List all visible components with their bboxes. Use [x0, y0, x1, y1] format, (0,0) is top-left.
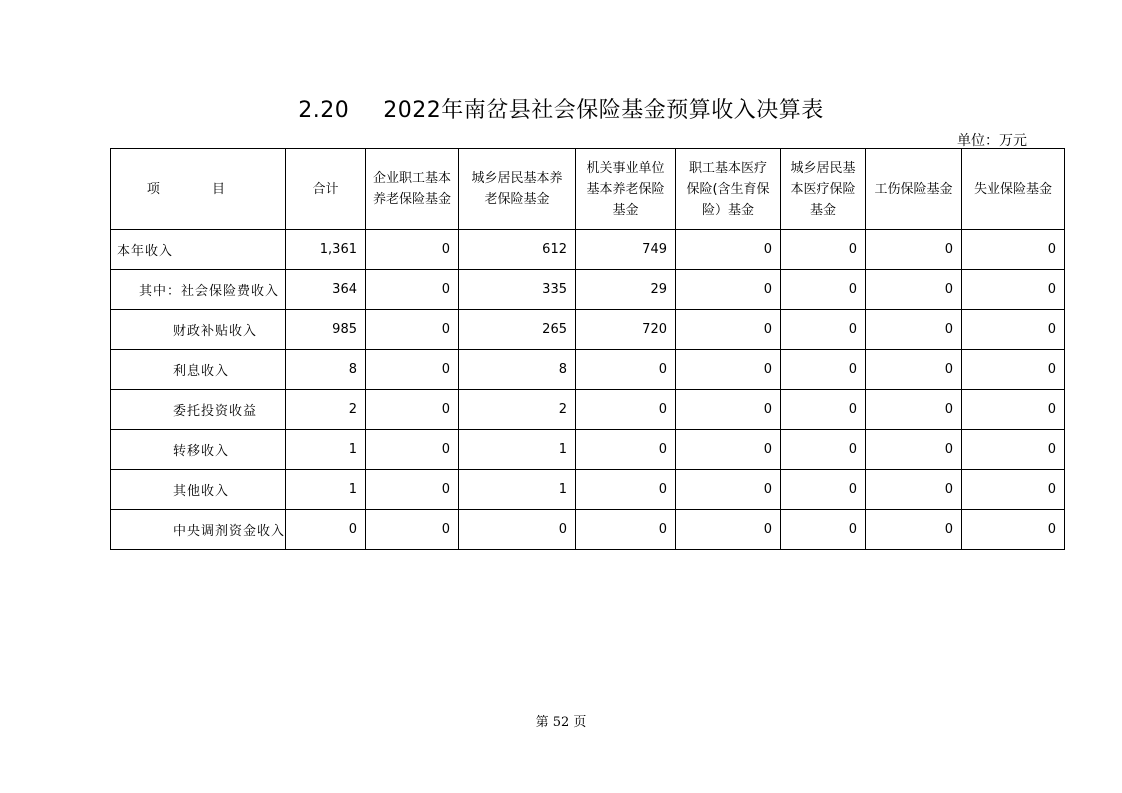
table-cell: 0	[576, 470, 676, 510]
table-cell: 0	[962, 470, 1065, 510]
table-cell: 0	[366, 310, 459, 350]
column-header-resident-medical: 城乡居民基本医疗保险基金	[781, 149, 866, 230]
table-row	[111, 230, 1065, 270]
table-row	[111, 430, 1065, 470]
column-header-institution-pension: 机关事业单位基本养老保险基金	[576, 149, 676, 230]
table-cell: 0	[962, 230, 1065, 270]
table-cell: 0	[459, 510, 576, 550]
column-header-injury: 工伤保险基金	[866, 149, 962, 230]
table-cell: 0	[781, 390, 866, 430]
row-label: 转移收入	[111, 430, 286, 470]
table-cell: 0	[962, 310, 1065, 350]
table-cell: 0	[962, 350, 1065, 390]
table-cell: 0	[676, 470, 781, 510]
table-cell: 1	[286, 470, 366, 510]
table-cell: 0	[866, 310, 962, 350]
table-cell: 8	[286, 350, 366, 390]
table-cell: 0	[781, 430, 866, 470]
table-cell: 0	[366, 350, 459, 390]
table-cell: 0	[676, 430, 781, 470]
table-cell: 0	[576, 430, 676, 470]
row-label: 利息收入	[111, 350, 286, 390]
table-cell: 985	[286, 310, 366, 350]
table-row	[111, 390, 1065, 430]
table-cell: 0	[866, 350, 962, 390]
table-cell: 0	[676, 310, 781, 350]
table-cell: 0	[781, 230, 866, 270]
table-cell: 335	[459, 270, 576, 310]
unit-label: 单位：万元	[957, 133, 1027, 149]
column-header-employee-medical: 职工基本医疗保险(含生育保险）基金	[676, 149, 781, 230]
table-cell: 1	[459, 470, 576, 510]
column-header-unemployment: 失业保险基金	[962, 149, 1065, 230]
row-label: 本年收入	[111, 230, 286, 270]
column-header-enterprise-pension: 企业职工基本养老保险基金	[366, 149, 459, 230]
table-cell: 0	[366, 470, 459, 510]
table-row	[111, 350, 1065, 390]
table-cell: 749	[576, 230, 676, 270]
table-cell: 0	[366, 270, 459, 310]
table-cell: 0	[576, 510, 676, 550]
table-cell: 0	[576, 390, 676, 430]
row-label: 委托投资收益	[111, 390, 286, 430]
table-cell: 0	[781, 510, 866, 550]
page-number: 第 52 页	[535, 715, 587, 730]
table-cell: 1	[286, 430, 366, 470]
table-cell: 1,361	[286, 230, 366, 270]
table-cell: 0	[866, 230, 962, 270]
table-cell: 0	[366, 510, 459, 550]
table-cell: 0	[781, 310, 866, 350]
table-cell: 0	[286, 510, 366, 550]
table-cell: 0	[576, 350, 676, 390]
table-row	[111, 510, 1065, 550]
table-cell: 2	[286, 390, 366, 430]
table-cell: 29	[576, 270, 676, 310]
table-cell: 2	[459, 390, 576, 430]
row-label: 其他收入	[111, 470, 286, 510]
table-cell: 0	[676, 350, 781, 390]
table-cell: 0	[962, 270, 1065, 310]
row-label: 其中：社会保险费收入	[111, 270, 286, 310]
table-cell: 8	[459, 350, 576, 390]
table-cell: 265	[459, 310, 576, 350]
table-cell: 364	[286, 270, 366, 310]
table-cell: 0	[366, 430, 459, 470]
table-cell: 0	[676, 510, 781, 550]
table-cell: 0	[781, 350, 866, 390]
header-row	[111, 149, 1065, 230]
table-cell: 0	[781, 270, 866, 310]
title-text: 2022年南岔县社会保险基金预算收入决算表	[383, 98, 824, 123]
table-cell: 0	[866, 430, 962, 470]
column-header-item: 项 目	[111, 149, 286, 230]
table-row	[111, 470, 1065, 510]
section-number: 2.20	[298, 98, 350, 123]
row-label: 中央调剂资金收入	[111, 510, 286, 550]
table-cell: 0	[866, 390, 962, 430]
table-cell: 0	[866, 470, 962, 510]
table-cell: 0	[676, 270, 781, 310]
table-cell: 0	[962, 430, 1065, 470]
row-label: 财政补贴收入	[111, 310, 286, 350]
table-cell: 0	[366, 230, 459, 270]
table-cell: 1	[459, 430, 576, 470]
table-cell: 0	[866, 510, 962, 550]
table-row	[111, 270, 1065, 310]
table-cell: 612	[459, 230, 576, 270]
budget-table	[110, 148, 1065, 550]
table-cell: 0	[676, 390, 781, 430]
column-header-total: 合计	[286, 149, 366, 230]
table-cell: 0	[676, 230, 781, 270]
table-row	[111, 310, 1065, 350]
table-cell: 0	[781, 470, 866, 510]
table-cell: 0	[962, 510, 1065, 550]
page-title	[0, 93, 1122, 124]
table-cell: 720	[576, 310, 676, 350]
column-header-resident-pension: 城乡居民基本养老保险基金	[459, 149, 576, 230]
table-cell: 0	[866, 270, 962, 310]
table-cell: 0	[366, 390, 459, 430]
table-cell: 0	[962, 390, 1065, 430]
